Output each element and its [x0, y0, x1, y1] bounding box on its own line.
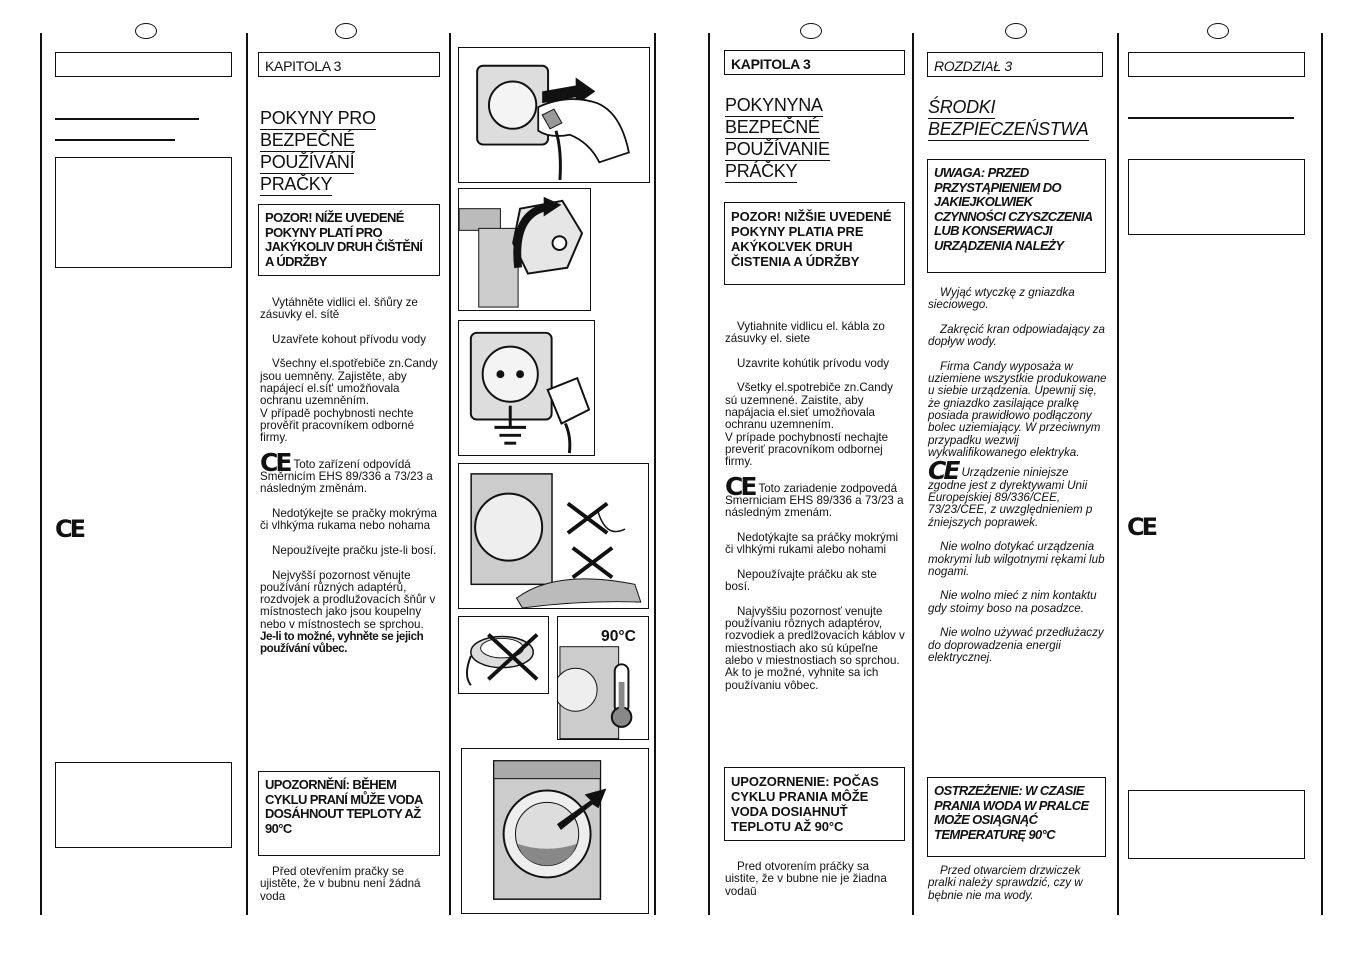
chapter-header: KAPITOLA 3 [258, 52, 440, 77]
chapter-header: KAPITOLA 3 [724, 50, 905, 75]
section-title: ŚRODKI BEZPIECZEŃSTWA [928, 97, 1089, 139]
body-text: Vytiahnite vidlicu el. kábla zo zásuvky el. siete Uzavrite kohútik prívodu vody Všetky el.spotrebiče zn.Candy sú uzemnené. Zaistite, aby napájacia el.sieť umožňovala ochranu uzemnením. V prípade pochybností nechajte preveriť pracovníkom odbornej firmy. CE Toto zariadenie zodpovedá Smerniciam EHS 89/336 a 73/23 a následným zmenám. Nedotýkajte sa práčky mokrými či vlhkými rukami alebo nohami Nepoužívajte práčku ak ste bosí. Najvyššiu pozornosť venujte používaniu rôznych adaptérov, rozvodiek a predlžovacích káblov v miestnostiach ako sú kúpeľne alebo v miestnostiach so sprchou. Ak to je možné, vyhnite sa ich používaniu vôbec. [725, 320, 905, 692]
language-flag-circle-icon [1207, 23, 1229, 39]
chapter-header: ROZDZIAŁ 3 [927, 52, 1103, 77]
warning-box [1128, 790, 1305, 859]
water-tap-icon [458, 188, 591, 311]
chapter-header-box [1128, 52, 1305, 77]
temperature-warning-box: OSTRZEŻENIE: W CZASIE PRANIA WODA W PRALCE MOŻE OSIĄGNĄĆ TEMPERATURĘ 90°C [927, 777, 1106, 857]
column-rule [246, 33, 248, 915]
earth-ground-icon [458, 320, 595, 456]
section-title: POKYNYNA BEZPEČNÉ POUŽÍVANIE PRÁČKY [725, 95, 830, 181]
body-text: Před otevřením pračky se ujistěte, že v bubnu není žádná voda [260, 865, 421, 903]
ce-mark-icon: CE [928, 456, 958, 486]
warning-box [55, 157, 232, 268]
language-flag-circle-icon [1005, 23, 1027, 39]
language-flag-circle-icon [335, 23, 357, 39]
body-text: Przed otwarciem drzwiczek pralki należy sprawdzić, czy w bębnie nie ma wody. [928, 864, 1083, 902]
title-underline [1128, 117, 1294, 119]
ce-mark-icon: CE [260, 447, 290, 477]
hot-water-thermometer-icon [557, 616, 649, 740]
column-rule [912, 33, 914, 915]
column-rule [449, 33, 451, 915]
body-text: Vytáhněte vidlici el. šňůry ze zásuvky el. sítě Uzavřete kohout přívodu vody Všechny el.spotřebiče zn.Candy jsou uemněny. Zajistěte, aby napájecí el.sít' umožňovala ochranu uzemněním. V případě pochybnosti nechte prověřit pracovníkem odborné firmy. CE Toto zařízení odpovídá Směrnicím EHS 89/336 a 73/23 a následným změnám. Nedotýkejte se pračky mokrýma či vlhkýma rukama nebo nohama Nepoužívejte pračku jste-li bosí. Nejvyšší pozornost věnujte používání různých adaptérů, rozdvojek a prodlužovacích šňůr v místnostech jako jsou koupelny nebo v místnostech se sprchou. Je-li to možné, vyhněte se jejich používání vůbec. [260, 296, 438, 656]
section-title: POKYNY PRO BEZPEČNÉ POUŽÍVÁNÍ PRAČKY [260, 108, 376, 194]
temperature-label: 90°C [601, 627, 636, 645]
warning-box: UWAGA: PRZED PRZYSTĄPIENIEM DO JAKIEJKOLWIEK CZYNNOŚCI CZYSZCZENIA LUB KONSERWACJI URZĄDZENIA NALEŻY [927, 159, 1106, 273]
ce-mark-icon: CE [725, 471, 755, 501]
warning-box [55, 762, 232, 848]
column-rule [654, 33, 656, 915]
body-text: Pred otvorením práčky sa uistite, že v bubne nie je žiadna vodaū [725, 860, 887, 898]
warning-box: POZOR! NÍŽE UVEDENÉ POKYNY PLATÍ PRO JAKÝKOLIV DRUH ČIŠTĚNÍ A ÚDRŽBY [258, 204, 440, 276]
title-underline [55, 118, 199, 120]
ce-mark-icon: CE [1127, 513, 1156, 541]
ce-mark-icon: CE [55, 515, 84, 543]
chapter-header-box [55, 52, 232, 77]
temperature-warning-box: UPOZORNENIE: POČAS CYKLU PRANIA MÔŽE VODA DOSIAHNUŤ TEPLOTU AŽ 90°C [724, 767, 905, 841]
column-rule [1117, 33, 1119, 915]
language-flag-circle-icon [135, 23, 157, 39]
column-rule [1321, 33, 1323, 915]
drum-door-icon [461, 748, 649, 914]
warning-box [1128, 159, 1305, 235]
title-underline [55, 139, 175, 141]
no-wet-hands-icon [458, 463, 649, 609]
plug-unplug-icon [458, 47, 650, 183]
no-extension-icon [458, 616, 549, 694]
body-text: Wyjąć wtyczkę z gniazdka sieciowego. Zakręcić kran odpowiadający za dopływ wody. Firma Candy wyposaża w uziemiene wszystkie produkowane u siebie urządzenia. Upewnij się, że gniazdko zasilające pralkę posiada prawidłowo podłączony bolec uziemiający. W przeciwnym przypadku wezwij wykwalifikowanego elektryka. CE Urządzenie niniejsze zgodne jest z dyrektywami Unii Europejskiej 89/336/CEE, 73/23/CEE, z uwzględnieniem p źniejszych poprawek. Nie wolno dotykać urządzenia mokrymi lub wilgotnymi rękami lub nogami. Nie wolno mieć z nim kontaktu gdy stoimy boso na posadzce. Nie wolno używać przedłużaczy do doprowadzenia energii elektrycznej. [928, 286, 1107, 664]
temperature-warning-box: UPOZORNĚNÍ: BĚHEM CYKLU PRANÍ MŮŽE VODA DOSÁHNOUT TEPLOTY AŽ 90°C [258, 771, 440, 856]
column-rule [708, 33, 710, 915]
language-flag-circle-icon [800, 23, 822, 39]
column-rule [40, 33, 42, 915]
warning-box: POZOR! NIŽŠIE UVEDENÉ POKYNY PLATIA PRE AKÝKOĽVEK DRUH ČISTENIA A ÚDRŽBY [724, 202, 905, 285]
